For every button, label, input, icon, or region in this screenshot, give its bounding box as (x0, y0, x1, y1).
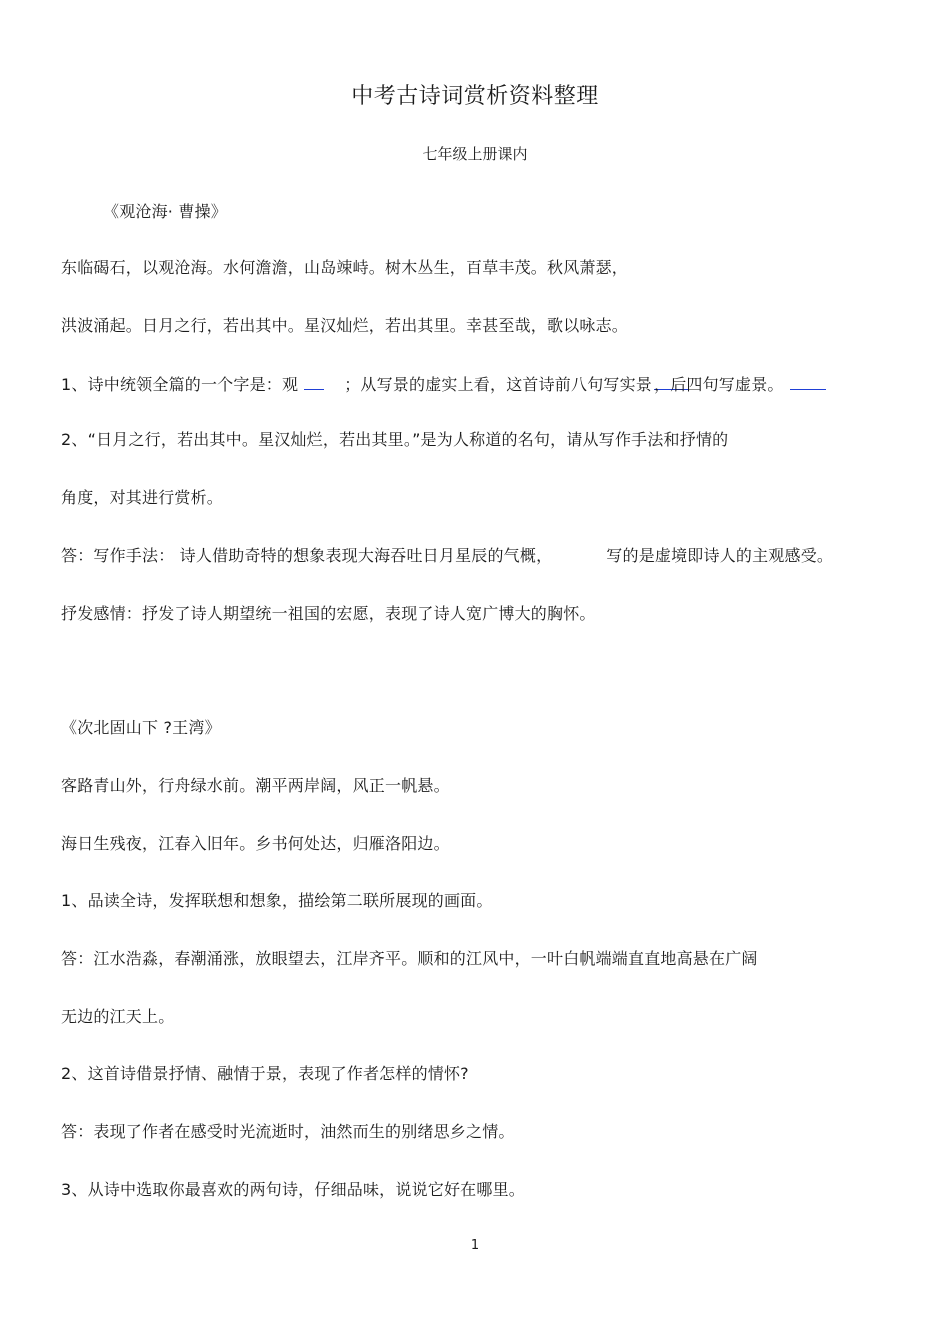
poem2-question-3: 3、从诗中选取你最喜欢的两句诗，仔细品味，说说它好在哪里。 (61, 1180, 525, 1199)
poem1-answer-line-1 (61, 545, 833, 567)
poem2-answer-1-line-1: 答：江水浩淼，春潮涌涨，放眼望去，江岸齐平。顺和的江风中，一叶白帆端端直直地高悬在广阔 (61, 949, 758, 968)
poem1-answer-line-2: 抒发感情：抒发了诗人期望统一祖国的宏愿，表现了诗人宽广博大的胸怀。 (61, 604, 596, 623)
poem2-heading: 《次北固山下 ?王湾》 (61, 718, 221, 737)
answer-technique: 答：写作手法： 诗人借助奇特的想象表现大海吞吐日月星辰的气概， (61, 546, 553, 565)
document-subtitle: 七年级上册课内 (422, 145, 528, 163)
poem2-answer-2: 答：表现了作者在感受时光流逝时，油然而生的别绪思乡之情。 (61, 1122, 515, 1141)
poem1-line-1: 东临碣石，以观沧海。水何澹澹，山岛竦峙。树木丛生，百草丰茂。秋风萧瑟， (61, 258, 629, 277)
answer-blank-3 (790, 371, 826, 390)
poem2-question-1: 1、品读全诗，发挥联想和想象，描绘第二联所展现的画面。 (61, 891, 493, 910)
document-title: 中考古诗词赏析资料整理 (351, 84, 599, 109)
question-1-mid2: 后四句写虚景。 (670, 375, 784, 394)
question-1-prefix: 1、诗中统领全篇的一个字是：观 (61, 375, 299, 394)
poem2-answer-1-line-2: 无边的江天上。 (61, 1007, 175, 1026)
poem1-heading: 《观沧海· 曹操》 (103, 202, 227, 221)
poem1-line-2: 洪波涌起。日月之行，若出其中。星汉灿烂，若出其里。幸甚至哉，歌以咏志。 (61, 316, 629, 335)
poem2-line-2: 海日生残夜，江春入旧年。乡书何处达，归雁洛阳边。 (61, 834, 450, 853)
poem2-line-1: 客路青山外，行舟绿水前。潮平两岸阔，风正一帆悬。 (61, 776, 450, 795)
question-1-middle: ；从写景的虚实上看，这首诗前八句写实景 (344, 375, 652, 394)
answer-technique-cont: 写的是虚境即诗人的主观感受。 (606, 546, 834, 565)
poem2-question-2: 2、这首诗借景抒情、融情于景，表现了作者怎样的情怀? (61, 1064, 469, 1083)
poem1-question-1: 1、诗中统领全篇的一个字是：观 ；从写景的虚实上看，这首诗前八句写实景 ，后四句写虚景。 (61, 371, 832, 396)
poem1-question-2-line-1: 2、“日月之行，若出其中。星汉灿烂，若出其里。”是为人称道的名句，请从写作手法和抒情的 (61, 430, 729, 449)
poem1-question-2-line-2: 角度，对其进行赏析。 (61, 488, 224, 507)
page-number: 1 (470, 1238, 480, 1253)
answer-blank-1 (304, 371, 324, 390)
